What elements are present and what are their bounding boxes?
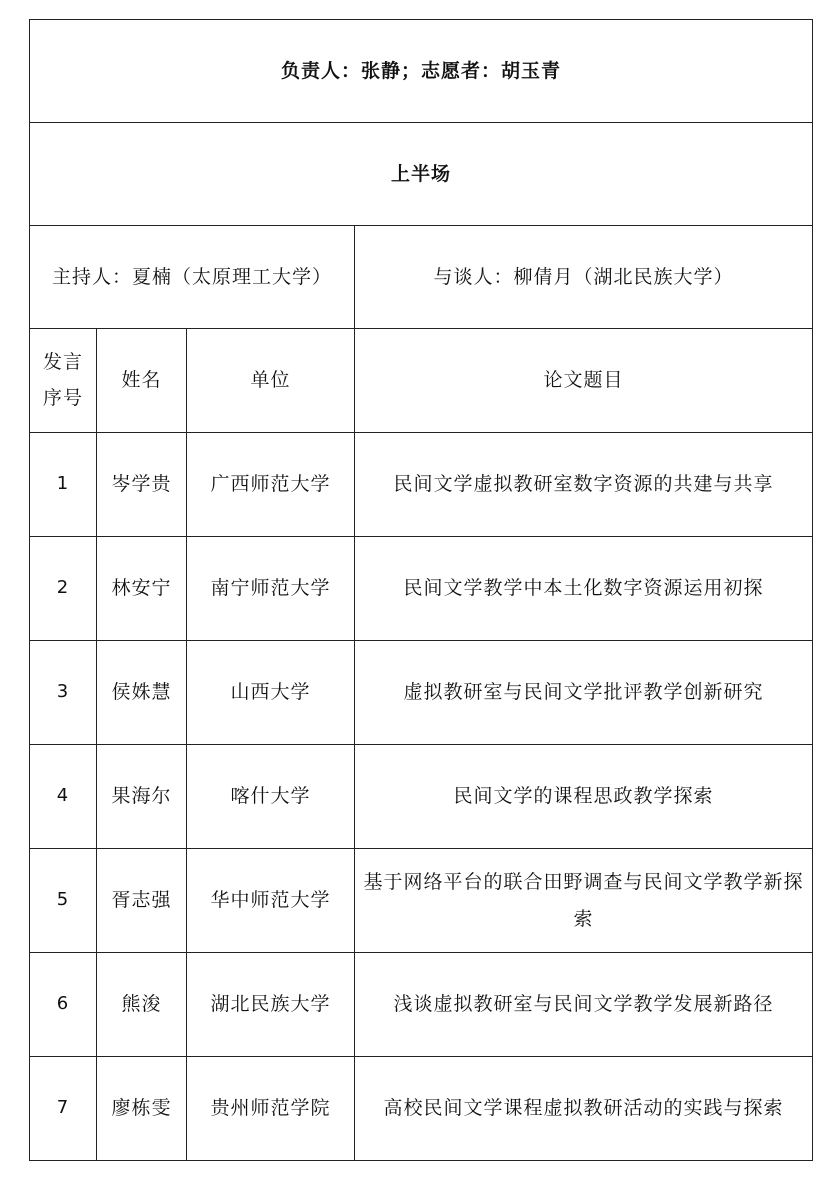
seq-cell: 5 xyxy=(30,849,97,953)
column-header-seq-line1: 发言 xyxy=(42,351,83,374)
name-cell: 熊浚 xyxy=(97,953,187,1057)
seq-cell: 1 xyxy=(30,433,97,537)
unit-cell: 贵州师范学院 xyxy=(187,1057,355,1161)
table-row xyxy=(30,849,813,953)
discussant-cell: 与谈人：柳倩月（湖北民族大学） xyxy=(355,226,813,329)
unit-cell: 华中师范大学 xyxy=(187,849,355,953)
host-cell: 主持人：夏楠（太原理工大学） xyxy=(30,226,355,329)
unit-cell: 南宁师范大学 xyxy=(187,537,355,641)
seq-cell: 4 xyxy=(30,745,97,849)
table-row xyxy=(30,641,813,745)
paper-title-cell: 基于网络平台的联合田野调查与民间文学教学新探索 xyxy=(355,849,813,953)
paper-title-cell: 民间文学教学中本土化数字资源运用初探 xyxy=(355,537,813,641)
column-header-unit: 单位 xyxy=(187,329,355,433)
paper-title-cell: 民间文学的课程思政教学探索 xyxy=(355,745,813,849)
session-title: 上半场 xyxy=(30,123,813,226)
name-cell: 廖栋雯 xyxy=(97,1057,187,1161)
paper-title-cell: 虚拟教研室与民间文学批评教学创新研究 xyxy=(355,641,813,745)
host-row xyxy=(30,226,813,329)
name-cell: 果海尔 xyxy=(97,745,187,849)
column-header-title: 论文题目 xyxy=(355,329,813,433)
column-header-seq-line2: 序号 xyxy=(42,386,83,409)
responsible-text: 负责人：张静；志愿者：胡玉青 xyxy=(30,20,813,123)
seq-cell: 2 xyxy=(30,537,97,641)
table-row xyxy=(30,953,813,1057)
session-row xyxy=(30,123,813,226)
seq-cell: 6 xyxy=(30,953,97,1057)
seq-cell: 7 xyxy=(30,1057,97,1161)
unit-cell: 山西大学 xyxy=(187,641,355,745)
schedule-sheet xyxy=(29,19,812,1164)
column-header-seq xyxy=(30,329,97,433)
column-header-row xyxy=(30,329,813,433)
column-header-name: 姓名 xyxy=(97,329,187,433)
name-cell: 林安宁 xyxy=(97,537,187,641)
name-cell: 侯姝慧 xyxy=(97,641,187,745)
responsible-row xyxy=(30,20,813,123)
table-row xyxy=(30,433,813,537)
paper-title-cell: 浅谈虚拟教研室与民间文学教学发展新路径 xyxy=(355,953,813,1057)
paper-title-cell: 高校民间文学课程虚拟教研活动的实践与探索 xyxy=(355,1057,813,1161)
unit-cell: 广西师范大学 xyxy=(187,433,355,537)
seq-cell: 3 xyxy=(30,641,97,745)
schedule-table xyxy=(29,19,813,1161)
paper-title-cell: 民间文学虚拟教研室数字资源的共建与共享 xyxy=(355,433,813,537)
unit-cell: 喀什大学 xyxy=(187,745,355,849)
unit-cell: 湖北民族大学 xyxy=(187,953,355,1057)
table-row xyxy=(30,1057,813,1161)
name-cell: 岑学贵 xyxy=(97,433,187,537)
table-row xyxy=(30,537,813,641)
name-cell: 胥志强 xyxy=(97,849,187,953)
table-row xyxy=(30,745,813,849)
